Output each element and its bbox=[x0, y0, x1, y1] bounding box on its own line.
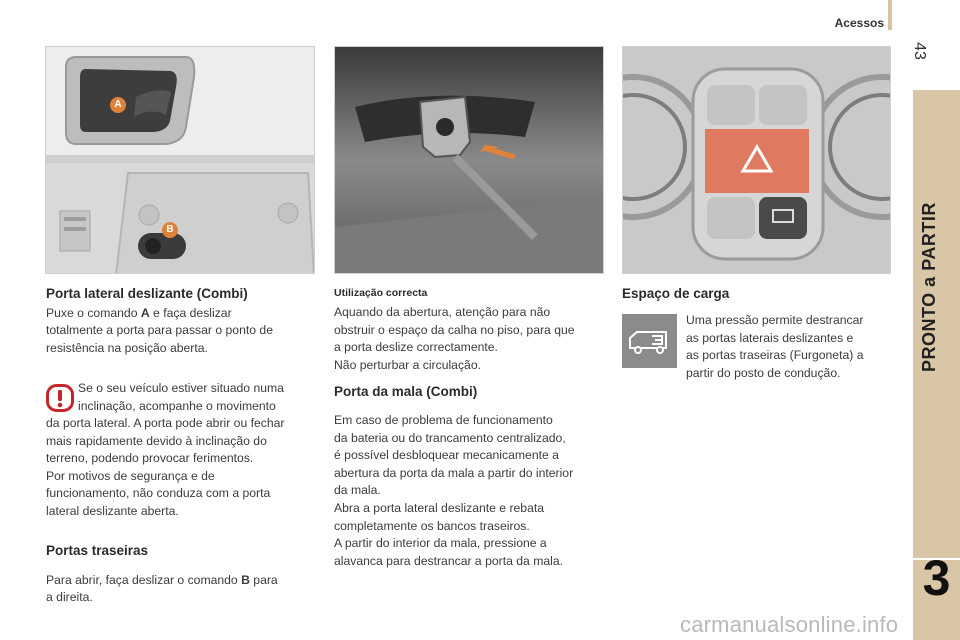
chapter-label: PRONTO a PARTIR bbox=[919, 202, 939, 372]
figure-boot-door-lever bbox=[334, 46, 604, 274]
watermark: carmanualsonline.info bbox=[680, 612, 899, 637]
paragraph-cargo-space: Uma pressão permite destrancar as portas laterais deslizantes e as portas traseiras (Furgoneta) a partir do posto de condução. bbox=[686, 313, 864, 380]
figure-dashboard-buttons bbox=[622, 46, 891, 274]
warning-text: da porta lateral. A porta pode abrir ou fechar mais rapidamente devido à inclinação do terreno, podendo provocar ferimentos. Por motivos de segurança e de funcionamento, não conduza com a porta lateral deslizante aberta. bbox=[46, 416, 285, 518]
paragraph-sliding-door-cont: totalmente a porta para passar o ponto de resistência na posição aberta. bbox=[46, 323, 273, 355]
paragraph-rear-doors bbox=[46, 572, 278, 590]
page-number: 43 bbox=[911, 42, 928, 60]
text-fragment: Para abrir, faça deslizar o comando bbox=[46, 573, 242, 587]
heading-cargo-space: Espaço de carga bbox=[622, 286, 730, 301]
warning-line-1: Se o seu veículo estiver situado numa bbox=[78, 381, 284, 395]
text-fragment: para bbox=[249, 573, 278, 587]
callout-b: B bbox=[162, 222, 178, 238]
warning-line-2: inclinação, acompanhe o movimento bbox=[78, 399, 276, 413]
heading-boot-door: Porta da mala (Combi) bbox=[334, 384, 478, 399]
text-fragment: e faça deslizar bbox=[149, 306, 232, 320]
callout-ref-a: A bbox=[140, 306, 150, 320]
van-unlock-icon bbox=[622, 314, 677, 368]
paragraph-sliding-door-intro bbox=[46, 305, 232, 323]
chapter-number: 3 bbox=[922, 550, 951, 606]
header-accent-bar bbox=[888, 0, 892, 30]
section-title: Acessos bbox=[834, 16, 884, 30]
warning-icon bbox=[46, 384, 74, 412]
heading-sliding-door: Porta lateral deslizante (Combi) bbox=[46, 286, 248, 301]
paragraph-correct-use: Aquando da abertura, atenção para não obstruir o espaço da calha no piso, para que a porta deslize correctamente. Não perturbar a circulação. bbox=[334, 305, 575, 372]
figure-sliding-door-handles bbox=[45, 46, 315, 274]
paragraph-rear-doors-cont: a direita. bbox=[46, 590, 93, 604]
heading-rear-doors: Portas traseiras bbox=[46, 543, 149, 558]
heading-correct-use: Utilização correcta bbox=[334, 287, 428, 299]
callout-a: A bbox=[110, 97, 126, 113]
paragraph-boot-door: Em caso de problema de funcionamento da bateria ou do trancamento centralizado, é possível desbloquear mecanicamente a abertura da porta da mala a partir do interior da mala. Abra a porta lateral deslizante e rebata completamente os bancos traseiros. A partir do interior da mala, pressione a alavanca para destrancar a porta da mala. bbox=[334, 413, 574, 568]
text-fragment: Puxe o comando bbox=[46, 306, 141, 320]
callout-ref-b: B bbox=[241, 573, 250, 587]
